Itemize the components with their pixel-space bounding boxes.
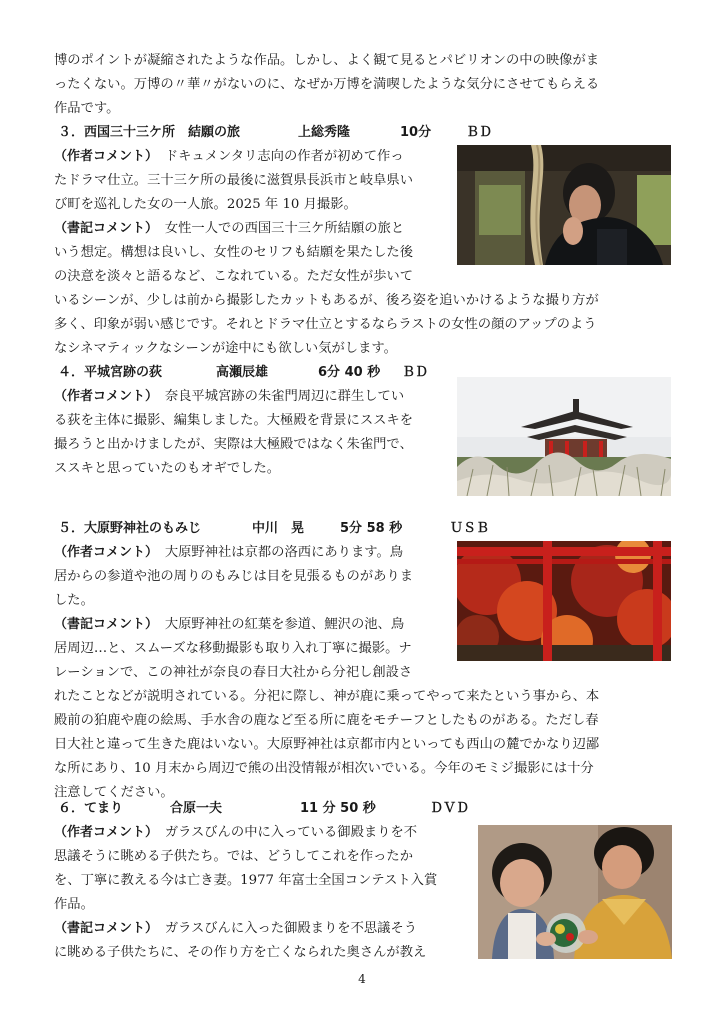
intro-line: 博のポイントが凝縮されたような作品。しかし、よく観て見るとパビリオンの中の映像がま: [54, 53, 600, 68]
review-comment-line: 多く、印象が弱い感じです。それとドラマ仕立とするならラストの女性の顔のアップのよう: [54, 317, 597, 332]
author-comment: （作者コメント） ガラスびんの中に入っている御殿まりを不: [54, 825, 418, 840]
author-comment-line: たドラマ仕立。三十三ケ所の最後に滋賀県長浜市と岐阜県い: [54, 173, 414, 188]
section-title: ６．てまり: [58, 801, 124, 816]
section-author: 上総秀隆: [298, 125, 351, 140]
author-comment-tag: （作者コメント）: [54, 389, 152, 404]
section-media: ＢＤ: [402, 365, 429, 380]
author-comment-tag: （作者コメント）: [54, 149, 152, 164]
review-comment-line: 居周辺…と、スムーズな移動撮影も取り入れ丁寧に撮影。ナ: [54, 641, 412, 656]
section-6-heading: [58, 797, 469, 821]
review-comment-line: れたことなどが説明されている。分祀に際し、神が鹿に乗ってやって来たという事から、本: [54, 689, 600, 704]
section-3-heading: [58, 121, 492, 145]
author-comment-tag: （作者コメント）: [54, 545, 152, 560]
section-duration: 11 分 50 秒: [300, 801, 376, 816]
section-media: ＵＳＢ: [450, 521, 490, 536]
review-comment-line: に眺める子供たちに、その作り方を亡くなられた奥さんが教え: [54, 945, 427, 960]
suzakumon-gate-photo: [457, 377, 671, 496]
review-comment-line: 殿前の狛鹿や鹿の絵馬、手水舎の鹿など至る所に鹿をモチーフとしたものがある。ただし春: [54, 713, 599, 728]
author-comment-line: 居からの参道や池の周りのもみじは目を見張るものがありま: [54, 569, 414, 584]
review-comment-line: レーションで、この神社が奈良の春日大社から分祀し創設さ: [54, 665, 413, 680]
section-title: ３．西国三十三ケ所 結願の旅: [58, 125, 241, 140]
author-comment-line: を、丁寧に教える今は亡き妻。1977 年富士全国コンテスト入賞: [54, 873, 438, 888]
author-comment-line: び町を巡礼した女の一人旅。2025 年 10 月撮影。: [54, 197, 357, 212]
torii-maple-photo: [457, 541, 671, 661]
author-comment-line: 作品。: [54, 897, 94, 912]
author-comment-line: 撮ろうと出かけましたが、実際は大極殿ではなく朱雀門で、: [54, 437, 413, 452]
section-media: ＢＤ: [466, 125, 493, 140]
author-comment-line: ススキと思っていたのもオギでした。: [54, 461, 281, 476]
review-comment: （書記コメント） 大原野神社の紅葉を参道、鯉沢の池、鳥: [54, 617, 405, 632]
section-duration: 5分 58 秒: [340, 521, 403, 536]
section-author: 中川 晃: [252, 521, 305, 536]
author-comment-line: した。: [54, 593, 94, 608]
section-duration: 6分 40 秒: [318, 365, 381, 380]
review-comment-tag: （書記コメント）: [54, 921, 152, 936]
pilgrim-woman-photo: [457, 145, 671, 265]
review-comment: （書記コメント） 女性一人での西国三十三ケ所結願の旅と: [54, 221, 405, 236]
temari-mother-child-photo: [478, 825, 672, 959]
section-title: ５．大原野神社のもみじ: [58, 521, 202, 536]
author-comment-line: 思議そうに眺める子供たち。では、どうしてこれを作ったか: [54, 849, 414, 864]
section-media: ＤＶＤ: [430, 801, 470, 816]
section-author: 高瀬辰雄: [216, 365, 269, 380]
page-number: 4: [358, 972, 366, 986]
section-duration: 10分: [400, 125, 432, 140]
section-title: ４．平城宮跡の荻: [58, 365, 163, 380]
intro-line: 作品です。: [54, 101, 120, 116]
review-comment-line: 日大社と違って生きた鹿はいない。大原野神社は京都市内といっても西山の麓でかなり辺鄙: [54, 737, 600, 752]
review-comment-tag: （書記コメント）: [54, 221, 152, 236]
review-comment-line: いるシーンが、少しは前から撮影したカットもあるが、後ろ姿を追いかけるような撮り方が: [54, 293, 599, 308]
section-5-heading: [58, 517, 489, 541]
intro-line: ったくない。万博の〃華〃がないのに、なぜか万博を満喫したような気分にさせてもらえる: [54, 77, 600, 92]
author-comment: （作者コメント） 大原野神社は京都の洛西にあります。鳥: [54, 545, 404, 560]
section-author: 合原一夫: [170, 801, 223, 816]
author-comment-tag: （作者コメント）: [54, 825, 152, 840]
author-comment: （作者コメント） 奈良平城宮跡の朱雀門周辺に群生してい: [54, 389, 405, 404]
review-comment-line: なシネマティックなシーンが途中にも欲しい気がします。: [54, 341, 397, 356]
review-comment-tag: （書記コメント）: [54, 617, 152, 632]
author-comment: （作者コメント） ドキュメンタリ志向の作者が初めて作っ: [54, 149, 404, 164]
review-comment: （書記コメント） ガラスびんに入った御殿まりを不思議そう: [54, 921, 418, 936]
review-comment-line: な所にあり、10 月末から周辺で熊の出没情報が相次いでいる。今年のモミジ撮影には十分: [54, 761, 594, 776]
section-4-heading: [58, 361, 428, 385]
review-comment-line: の決意を淡々と語るなど、こなれている。ただ女性が歩いて: [54, 269, 414, 284]
author-comment-line: る荻を主体に撮影、編集しました。大極殿を背景にススキを: [54, 413, 414, 428]
review-comment-line: 注意してください。: [54, 785, 174, 800]
review-comment-line: いう想定。構想は良いし、女性のセリフも結願を果たした後: [54, 245, 414, 260]
